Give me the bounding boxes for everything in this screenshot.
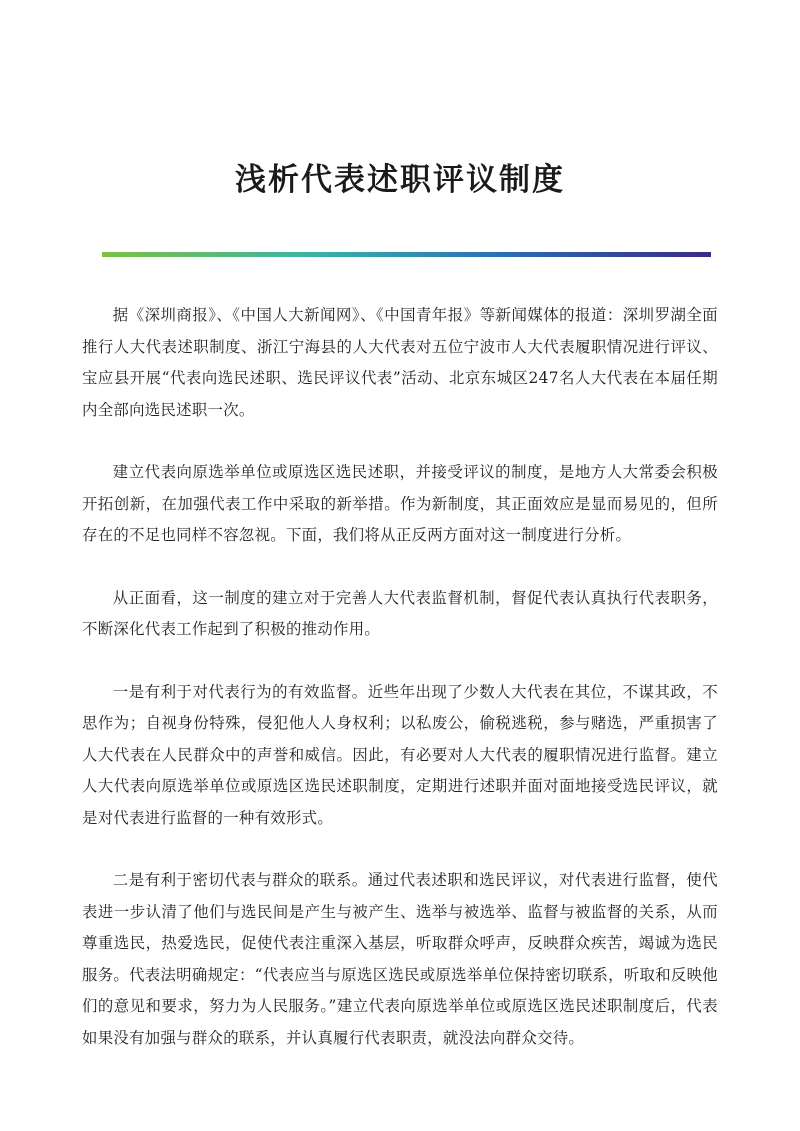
document-body [82, 300, 718, 1085]
paragraph-3: 从正面看，这一制度的建立对于完善人大代表监督机制，督促代表认真执行代表职务，不断深化代表工作起到了积极的推动作用。 [82, 588, 718, 638]
document-title: 浅析代表述职评议制度 [235, 162, 565, 198]
paragraph-4: 一是有利于对代表行为的有效监督。近些年出现了少数人大代表在其位，不谋其政，不思作为；自视身份特殊，侵犯他人人身权利；以私废公，偷税逃税，参与赌选，严重损害了人大代表在人民群众中的声誉和威信。因此，有必要对人大代表的履职情况进行监督。建立人大代表向原选举单位或原选区选民述职制度，定期进行述职并面对面地接受选民评议，就是对代表进行监督的一种有效形式。 [82, 682, 718, 827]
paragraph-2: 建立代表向原选举单位或原选区选民述职，并接受评议的制度，是地方人大常委会积极开拓创新，在加强代表工作中采取的新举措。作为新制度，其正面效应是显而易见的，但所存在的不足也同样不容忽视。下面，我们将从正反两方面对这一制度进行分析。 [82, 463, 718, 544]
paragraph-1: 据《深圳商报》、《中国人大新闻网》、《中国青年报》等新闻媒体的报道：深圳罗湖全面推行人大代表述职制度、浙江宁海县的人大代表对五位宁波市人大代表履职情况进行评议、宝应县开展“代表向选民述职、选民评议代表”活动、北京东城区247名人大代表在本届任期内全部向选民述职一次。 [82, 306, 718, 419]
paragraph-5: 二是有利于密切代表与群众的联系。通过代表述职和选民评议，对代表进行监督，使代表进一步认清了他们与选民间是产生与被产生、选举与被选举、监督与被监督的关系，从而尊重选民，热爱选民，促使代表注重深入基层，听取群众呼声，反映群众疾苦，竭诚为选民服务。代表法明确规定：“代表应当与原选区选民或原选举单位保持密切联系，听取和反映他们的意见和要求，努力为人民服务。”建立代表向原选举单位或原选区选民述职制度后，代表如果没有加强与群众的联系，并认真履行代表职责，就没法向群众交待。 [82, 871, 718, 1047]
title-divider [102, 252, 711, 257]
